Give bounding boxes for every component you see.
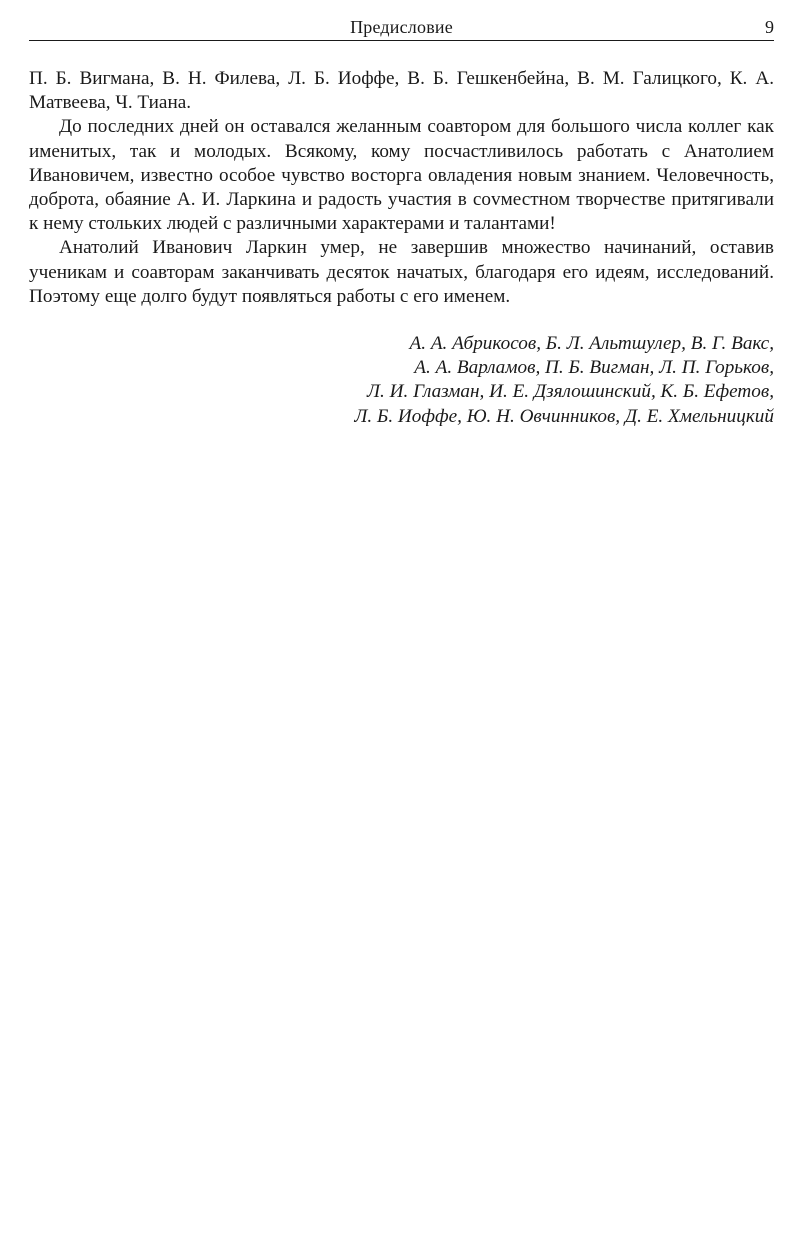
signature-line: Л. Б. Иоффе, Ю. Н. Овчинников, Д. Е. Хмельницкий	[354, 405, 774, 427]
book-page	[29, 14, 774, 429]
signature-block	[29, 332, 774, 429]
paragraph-coauthor: До последних дней он оставался желанным соавтором для большого числа коллег как именитых, так и молодых. Всякому, кому посчастливилось работать с Анатолием Ивановичем, известно особое чувство восторга овладения новым знанием. Человечность, доброта, обаяние А. И. Ларкина и радость участия в соvместном творчестве притягивали к нему стольких людей с различными характерами и талантами!	[29, 116, 774, 235]
paragraph-continuation: П. Б. Вигмана, В. Н. Филева, Л. Б. Иоффе, В. Б. Гешкенбейна, В. М. Галицкого, К. А. Матвеева, Ч. Тиана.	[29, 68, 774, 114]
page-number: 9	[765, 17, 774, 37]
paragraph-legacy: Анатолий Иванович Ларкин умер, не завершив множество начинаний, оставив ученикам и соавторам заканчивать десяток начатых, благодаря его идеям, исследований. Поэтому еще долго будут появляться работы с его именем.	[29, 237, 774, 307]
signature-line: А. А. Варламов, П. Б. Вигман, Л. П. Горьков,	[414, 357, 774, 379]
running-header	[29, 14, 774, 41]
signature-line: А. А. Абрикосов, Б. Л. Альтшулер, В. Г. Вакс,	[409, 333, 774, 355]
main-text	[29, 67, 774, 309]
running-header-title: Предисловие	[350, 17, 453, 37]
signature-line: Л. И. Глазман, И. Е. Дзялошинский, К. Б. Ефетов,	[367, 381, 774, 403]
